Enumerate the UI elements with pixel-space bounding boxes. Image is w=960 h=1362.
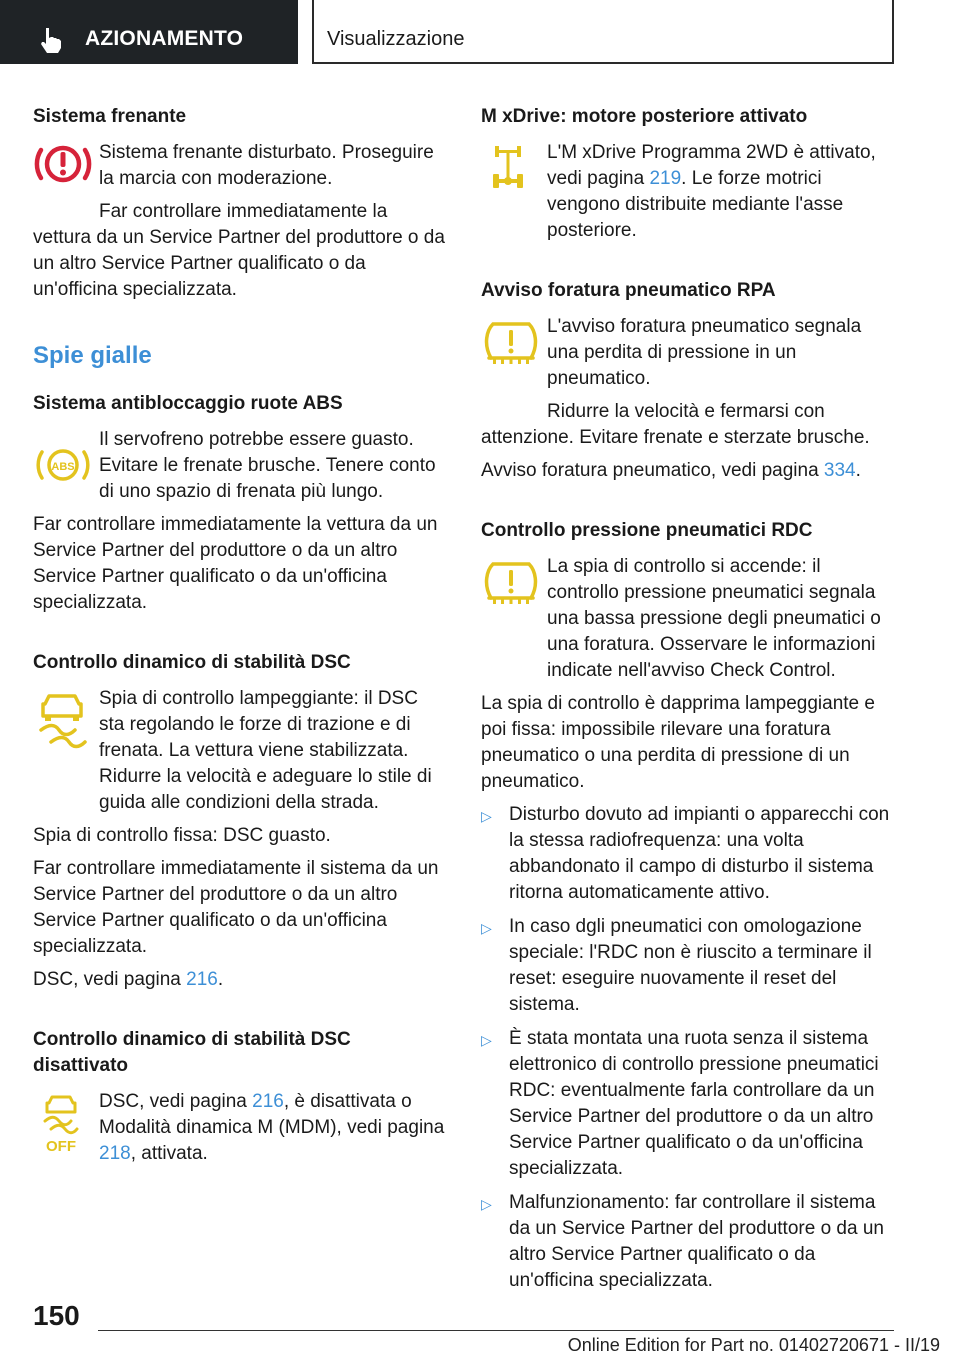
brake-section bbox=[33, 104, 447, 303]
text-wrap bbox=[547, 140, 896, 244]
list-item-text: Disturbo dovuto ad impianti o apparecchi con la stessa radiofrequenza: una volta abbandonato il campo di disturbo il sistema ritorna automaticamente attivo. bbox=[509, 804, 890, 903]
subsection-tab bbox=[312, 0, 894, 64]
page-link-219[interactable]: 219 bbox=[649, 168, 682, 189]
rdc-bullet-list bbox=[481, 802, 896, 1294]
paragraph: Far controllare immediatamente il sistema da un Service Partner del produttore o da un altro Service Partner qualificato o da un'officina specializzata. bbox=[33, 858, 439, 957]
subsection-title: Visualizzazione bbox=[327, 28, 465, 50]
list-item-text: Malfunzionamento: far controllare il sistema da un Service Partner del produttore o da un altro Service Partner qualificato o da un'officina specializzata. bbox=[509, 1192, 884, 1291]
page-link-216[interactable]: 216 bbox=[186, 969, 218, 990]
section-heading: Sistema frenante bbox=[33, 106, 187, 127]
list-item bbox=[481, 1026, 896, 1182]
section-heading: Controllo dinamico di stabilità DSC disattivato bbox=[33, 1029, 351, 1076]
triangle-bullet-icon: ▷ bbox=[481, 920, 492, 936]
section-tab bbox=[0, 0, 298, 64]
abs-icon bbox=[33, 427, 99, 505]
list-item bbox=[481, 914, 896, 1018]
xdrive-section bbox=[481, 104, 896, 244]
paragraph bbox=[33, 967, 447, 993]
section-heading: Avviso foratura pneumatico RPA bbox=[481, 280, 776, 301]
text: Avviso foratura pneumatico, vedi pagina bbox=[481, 460, 824, 481]
dsc-icon bbox=[33, 686, 99, 764]
dsc-section bbox=[33, 650, 447, 993]
edition-text: Online Edition for Part no. 01402720671 - II/19 bbox=[567, 1335, 940, 1355]
paragraph: L'avviso foratura pneumatico segnala una perdita di pressione in un pneumatico. bbox=[547, 316, 862, 389]
page-number: 150 bbox=[33, 1300, 80, 1331]
triangle-bullet-icon: ▷ bbox=[481, 808, 492, 824]
svg-text:OFF: OFF bbox=[46, 1138, 76, 1155]
section-heading: Controllo pressione pneumatici RDC bbox=[481, 520, 813, 541]
tire-pressure-icon bbox=[481, 554, 547, 614]
text: L'M xDrive Programma 2WD è attivato, vedi pagina bbox=[547, 142, 876, 189]
tire-pressure-icon bbox=[481, 314, 547, 374]
dsc-off-section bbox=[33, 1027, 447, 1167]
page-link-334[interactable]: 334 bbox=[823, 460, 856, 481]
footer-divider bbox=[98, 1330, 894, 1331]
hand-pointer-icon bbox=[38, 26, 64, 54]
page-link-216[interactable]: 216 bbox=[252, 1091, 284, 1112]
text: La spia di controllo si accende: il controllo pressione pneumatici segnala una bassa pressione degli pneumatici o una foratura. Osservare le informazioni indicate nell'avviso Check Control. bbox=[547, 556, 881, 681]
section-heading: Sistema antibloccaggio ruote ABS bbox=[33, 393, 343, 414]
paragraph: Far controllare immediatamente la vettura da un Service Partner del produttore o da un altro Service Partner qualificato o da un'officina specializzata. bbox=[33, 514, 438, 613]
dsc-off-icon bbox=[33, 1089, 99, 1167]
list-item-text: È stata montata una ruota senza il sistema elettronico di controllo pressione pneumatici RDC: eventualmente farla controllare da un Service Partner del produttore o da un altro Service Partner qualificato o da un'officina specializzata. bbox=[509, 1028, 879, 1179]
text: , attivata. bbox=[130, 1143, 208, 1164]
brake-warning-icon bbox=[33, 140, 99, 196]
paragraph: La spia di controllo è dapprima lampeggiante e poi fissa: impossibile rilevare una foratura pneumatico o una perdita di pressione di un pneumatico. bbox=[481, 693, 875, 792]
paragraph: Spia di controllo fissa: DSC guasto. bbox=[33, 825, 331, 846]
text: . bbox=[217, 969, 224, 990]
text: , è disattivata o Modalità dinamica M (MDM), vedi pagina bbox=[99, 1091, 445, 1138]
abs-section bbox=[33, 391, 447, 616]
right-column bbox=[481, 104, 896, 1302]
section-heading: M xDrive: motore posteriore attivato bbox=[481, 106, 808, 127]
page-footer bbox=[0, 1290, 960, 1362]
text: . bbox=[855, 460, 861, 481]
rpa-section bbox=[481, 278, 896, 484]
text: DSC, vedi pagina bbox=[33, 969, 187, 990]
paragraph: Far controllare immediatamente la vettura da un Service Partner del produttore o da un altro Service Partner qualificato o da un'officina specializzata. bbox=[33, 201, 445, 300]
paragraph bbox=[99, 1089, 447, 1167]
list-item-text: In caso dgli pneumatici con omologazione speciale: l'RDC non è riuscito a terminare il reset: eseguire nuovamente il reset del sistema. bbox=[509, 916, 872, 1015]
text: DSC, vedi pagina bbox=[99, 1091, 253, 1112]
left-column bbox=[33, 104, 447, 1201]
yellow-lights-heading: Spie gialle bbox=[33, 342, 152, 369]
list-item bbox=[481, 1190, 896, 1294]
paragraph: Sistema frenante disturbato. Proseguire la marcia con moderazione. bbox=[99, 142, 434, 189]
list-item bbox=[481, 802, 896, 906]
text: . Le forze motrici vengono distribuite mediante l'asse posteriore. bbox=[547, 168, 844, 241]
section-title: AZIONAMENTO bbox=[85, 27, 244, 50]
paragraph: Spia di controllo lampeggiante: il DSC sta regolando le forze di trazione e di frenata. La vettura viene stabilizzata. Ridurre la velocità e adeguare lo stile di guida alle condizioni della strada. bbox=[99, 688, 432, 813]
paragraph bbox=[481, 458, 896, 484]
xdrive-2wd-icon bbox=[481, 140, 547, 200]
triangle-bullet-icon: ▷ bbox=[481, 1032, 492, 1048]
rdc-section bbox=[481, 518, 896, 1294]
section-heading: Controllo dinamico di stabilità DSC bbox=[33, 652, 351, 673]
page-header bbox=[0, 0, 960, 66]
triangle-bullet-icon: ▷ bbox=[481, 1196, 492, 1212]
paragraph: Ridurre la velocità e fermarsi con attenzione. Evitare frenate e sterzate brusche. bbox=[481, 401, 870, 448]
paragraph: Il servofreno potrebbe essere guasto. Evitare le frenate brusche. Tenere conto di uno spazio di frenata più lungo. bbox=[99, 429, 436, 502]
svg-text:ABS: ABS bbox=[51, 461, 75, 473]
page-link-218[interactable]: 218 bbox=[99, 1143, 131, 1164]
